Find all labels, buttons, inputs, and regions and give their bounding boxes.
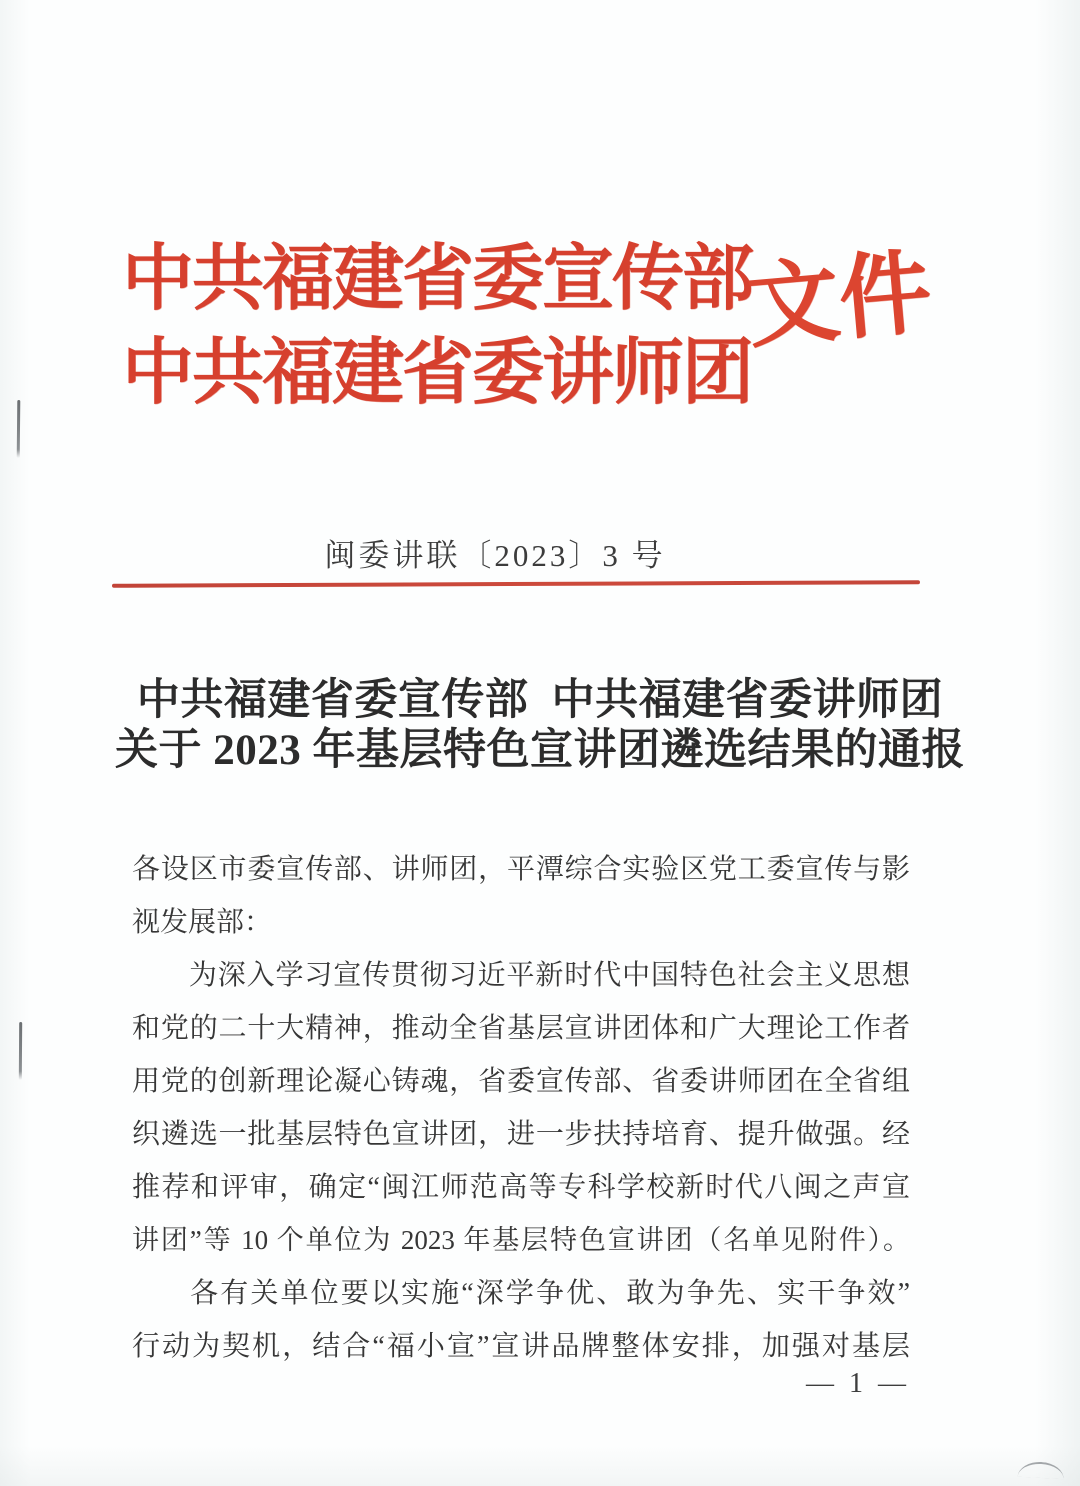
document-body <box>132 843 910 1373</box>
body-line: 讲团”等 10 个单位为 2023 年基层特色宣讲团（名单见附件）。 <box>132 1225 910 1255</box>
document-title <box>0 676 1080 776</box>
document-title-line1: 中共福建省委宣传部 中共福建省委讲师团 <box>136 677 944 724</box>
scan-edge-mark <box>19 1022 22 1080</box>
letterhead <box>122 232 752 420</box>
body-line: 为深入学习宣传贯彻习近平新时代中国特色社会主义思想 <box>188 960 910 991</box>
scan-edge-mark <box>17 400 21 458</box>
page-number: — 1 — <box>806 1368 910 1399</box>
body-line: 行动为契机，结合“福小宣”宣讲品牌整体安排，加强对基层 <box>132 1331 910 1362</box>
red-separator-rule <box>112 580 920 588</box>
letterhead-org-line1: 中共福建省委宣传部 <box>122 239 753 319</box>
letterhead-org-line2: 中共福建省委讲师团 <box>122 333 753 413</box>
letterhead-doc-type-label: 文件 <box>743 241 936 359</box>
body-line: 推荐和评审，确定“闽江师范高等专科学校新时代八闽之声宣 <box>132 1172 910 1203</box>
body-line: 和党的二十大精神，推动全省基层宣讲团体和广大理论工作者 <box>132 1013 910 1044</box>
document-title-line2: 关于 2023 年基层特色宣讲团遴选结果的通报 <box>115 727 965 774</box>
body-line: 织遴选一批基层特色宣讲团，进一步扶持培育、提升做强。经 <box>132 1119 910 1150</box>
body-line: 用党的创新理论凝心铸魂，省委宣传部、省委讲师团在全省组 <box>132 1066 910 1097</box>
body-line: 各有关单位要以实施“深学争优、敢为争先、实干争效” <box>188 1278 910 1309</box>
page-curl-mark <box>1018 1461 1065 1479</box>
body-line: 视发展部： <box>132 907 273 938</box>
document-number: 闽委讲联〔2023〕3 号 <box>324 538 666 573</box>
body-line: 各设区市委宣传部、讲师团，平潭综合实验区党工委宣传与影 <box>132 854 910 885</box>
